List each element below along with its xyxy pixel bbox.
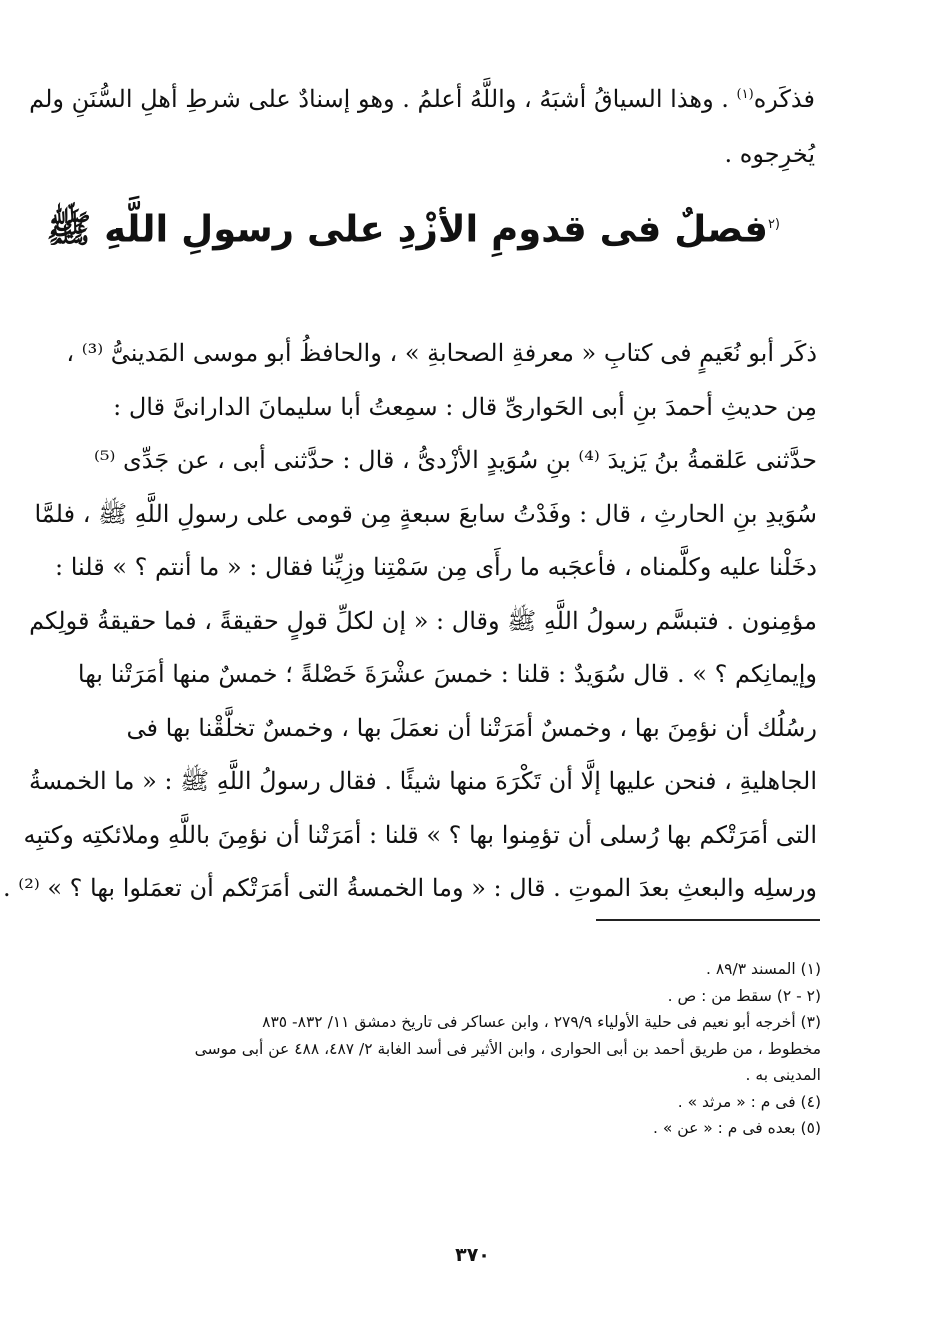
body-line: ورسلِه والبعثِ بعدَ الموتِ . قال : « وما الخمسةُ التى أمَرَتْكم أن تعمَلوا بها ؟ » ⁽²⁾ .: [3, 874, 817, 902]
footnote-line: (٣) أخرجه أبو نعيم فى حلية الأولياء ٢٧٩/٩ ، وابن عساكر فى تاريخ دمشق ١١/ ٨٣٢- ٨٣٥: [262, 1013, 821, 1031]
footnote-line: (٢ - ٢) سقط من : ص .: [667, 986, 821, 1005]
intro-text-a: فذكَره: [753, 85, 815, 113]
section-heading: [46, 200, 780, 254]
footnote-line: مخطوط ، من طريق أحمد بن أبى الحوارى ، وابن الأثير فى أسد الغابة ٢/ ٤٨٧، ٤٨٨ عن أبى موسى: [194, 1039, 821, 1058]
body-line: سُوَيدِ بنِ الحارثِ ، قال : وفَدْتُ سابعَ سبعةٍ مِن قومى على رسولِ اللَّهِ ﷺ ، فلمَّا: [34, 499, 817, 528]
body-line: ذكَر أبو نُعَيمٍ فى كتابِ « معرفةِ الصحابةِ » ، والحافظُ أبو موسى المَدينىُّ ⁽³⁾ ،: [66, 339, 817, 367]
section-heading-text: فصلٌ فى قدومِ الأزْدِ على رسولِ اللَّهِ ﷺ: [46, 207, 768, 251]
body-line: حدَّثنى عَلقمةُ بنُ يَزيدَ ⁽⁴⁾ بنِ سُوَيدٍ الأزْدىُّ ، قال : حدَّثنى أبى ، عن جَدِّى ⁽⁵⁾: [93, 446, 817, 474]
body-line: التى أمَرَتْكم بها رُسلى أن تؤمِنوا بها ؟ » قلنا : أمَرَتْنا أن نؤمِنَ باللَّهِ وملائكتِه وكتبِه: [23, 820, 817, 849]
footnote-line: (٥) بعده فى م : « عن » .: [653, 1119, 821, 1137]
body-line: وإيمانِكم ؟ » . قال سُوَيدٌ : قلنا : خمسَ عشْرَةَ خَصْلةً ؛ خمسٌ منها أمَرَتْنا بها: [77, 660, 817, 688]
intro-line-2: يُخرِجوه .: [724, 140, 815, 168]
body-line: رسُلُك أن نؤمِنَ بها ، وخمسٌ أمَرَتْنا أن نعمَلَ بها ، وخمسٌ تخلَّقْنا بها فى: [126, 713, 817, 742]
footnote-line: المدينى به .: [745, 1066, 821, 1084]
page-number: ٣٧٠: [455, 1244, 490, 1266]
body-line: مِن حديثِ أحمدَ بنِ أبى الحَوارىِّ قال : سمِعتُ أبا سليمانَ الدارانىَّ قال :: [113, 392, 817, 421]
heading-footnote-ref: (٢: [767, 217, 780, 232]
main-body-text: [3, 327, 817, 916]
intro-text-b: . وهذا السياقُ أشبَهُ ، واللَّهُ أعلمُ . وهو إسنادٌ على شرطِ أهلِ السُّنَنِ ولم: [29, 85, 737, 113]
intro-line-1: [29, 80, 815, 114]
footnotes: [121, 956, 821, 1142]
body-line: مؤمِنون . فتبسَّم رسولُ اللَّهِ ﷺ وقال : « إن لكلِّ قولٍ حقيقةً ، فما حقيقةُ قولِكم: [29, 606, 817, 635]
footnote-ref-1: (١): [736, 87, 754, 102]
body-line: دخَلْنا عليه وكلَّمناه ، فأعجَبه ما رأَى مِن سَمْتِنا وزِيِّنا فقال : « ما أنتم ؟ » قلنا :: [54, 553, 817, 581]
footnote-separator: [596, 919, 820, 921]
footnote-line: (٤) فى م : « مرثد » .: [677, 1092, 821, 1111]
footnote-line: (١) المسند ٨٩/٣ .: [706, 960, 821, 978]
body-line: الجاهليةِ ، فنحن عليها إلَّا أن تَكْرَهَ منها شيئًا . فقال رسولُ اللَّهِ ﷺ : « ما الخمسةُ: [29, 767, 817, 795]
